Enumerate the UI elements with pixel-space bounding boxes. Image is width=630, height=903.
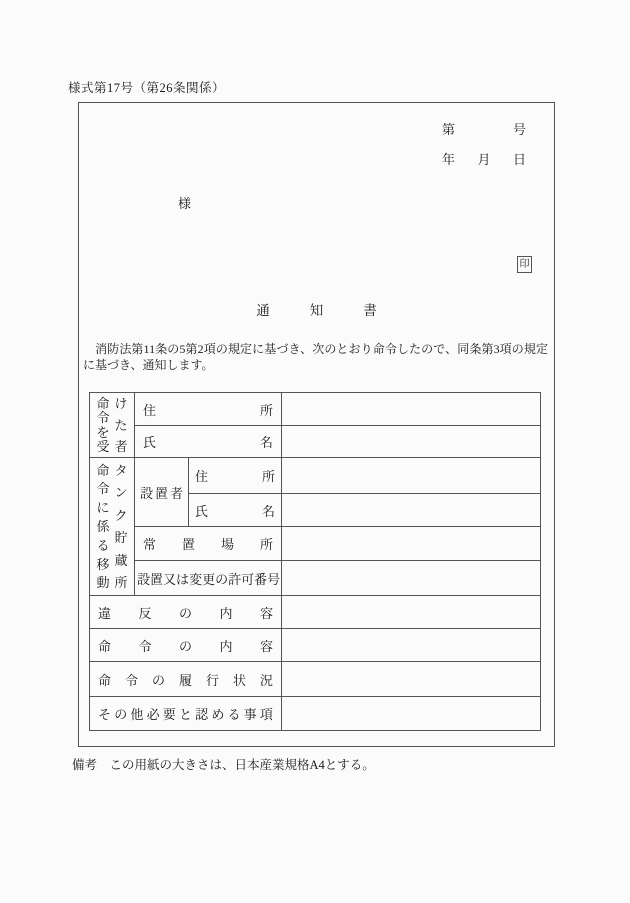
tank-label-col2: タ ン ク 貯 蔵 所 xyxy=(114,462,128,591)
recipient-address-label: 住 所 xyxy=(143,402,273,418)
doc-number-prefix: 第 xyxy=(442,122,456,137)
form-number-label: 様式第17号（第26条関係） xyxy=(68,81,226,95)
order-value-cell xyxy=(282,629,541,662)
order-label-cell xyxy=(90,629,282,662)
tank-vertical-label xyxy=(90,464,134,590)
violation-label-cell xyxy=(90,596,282,629)
date-month-label: 月 xyxy=(477,152,491,167)
recipient-label-col2: け た 者 xyxy=(114,396,128,454)
recipient-name-label-cell xyxy=(135,426,282,458)
installer-address-value-cell xyxy=(282,458,541,494)
order-status-label: 命 令 の 履 行 状 況 xyxy=(98,672,273,688)
order-status-value-cell xyxy=(282,662,541,697)
regular-place-label: 常 置 場 所 xyxy=(143,537,273,552)
recipient-vertical-label xyxy=(90,397,134,453)
order-status-label-cell xyxy=(90,662,282,697)
recipient-address-value-cell xyxy=(282,393,541,426)
installer-name-label: 氏 名 xyxy=(195,503,275,519)
order-label: 命 令 の 内 容 xyxy=(98,638,273,654)
installer-name-value-cell xyxy=(282,494,541,527)
installer-address-label-cell xyxy=(189,458,282,494)
date-year-label: 年 xyxy=(442,152,456,167)
recipient-name-label: 氏 名 xyxy=(143,435,273,450)
other-value-cell xyxy=(282,697,541,731)
regular-place-value-cell xyxy=(282,527,541,561)
tank-header-cell xyxy=(90,458,135,596)
date-line xyxy=(442,149,526,168)
recipient-label-col1: 命 令 を 受 xyxy=(96,396,110,454)
doc-number-line xyxy=(442,119,526,138)
violation-label: 違 反 の 内 容 xyxy=(98,605,273,621)
violation-value-cell xyxy=(282,596,541,629)
remarks-note: 備考 この用紙の大きさは、日本産業規格A4とする。 xyxy=(72,758,375,772)
recipient-header-cell xyxy=(90,393,135,458)
addressee-honorific: 様 xyxy=(178,196,192,211)
seal-mark: 印 xyxy=(517,256,532,273)
body-paragraph: 消防法第11条の5第2項の規定に基づき、次のとおり命令したので、同条第3項の規定に基づき、通知します。 xyxy=(83,342,548,372)
other-label-cell xyxy=(90,697,282,731)
other-label: そ の 他 必 要 と 認 め る 事 項 xyxy=(98,707,273,722)
recipient-name-value-cell xyxy=(282,426,541,458)
form-outer-box xyxy=(78,102,555,747)
tank-label-col1: 命 令 に 係 る 移 動 xyxy=(96,462,110,591)
permit-number-label-cell xyxy=(135,561,282,596)
date-day-label: 日 xyxy=(512,152,526,167)
recipient-address-label-cell xyxy=(135,393,282,426)
permit-number-value-cell xyxy=(282,561,541,596)
doc-number-suffix: 号 xyxy=(512,122,526,137)
installer-address-label: 住 所 xyxy=(195,469,275,484)
form-table xyxy=(89,392,541,731)
permit-number-label: 設 置 又 は 変 更 の 許 可 番 号 xyxy=(137,571,281,587)
installer-label: 設 置 者 xyxy=(140,485,183,501)
document-title: 通 知 書 xyxy=(256,303,377,318)
installer-name-label-cell xyxy=(189,494,282,527)
installer-label-cell xyxy=(135,458,189,527)
regular-place-label-cell xyxy=(135,527,282,561)
